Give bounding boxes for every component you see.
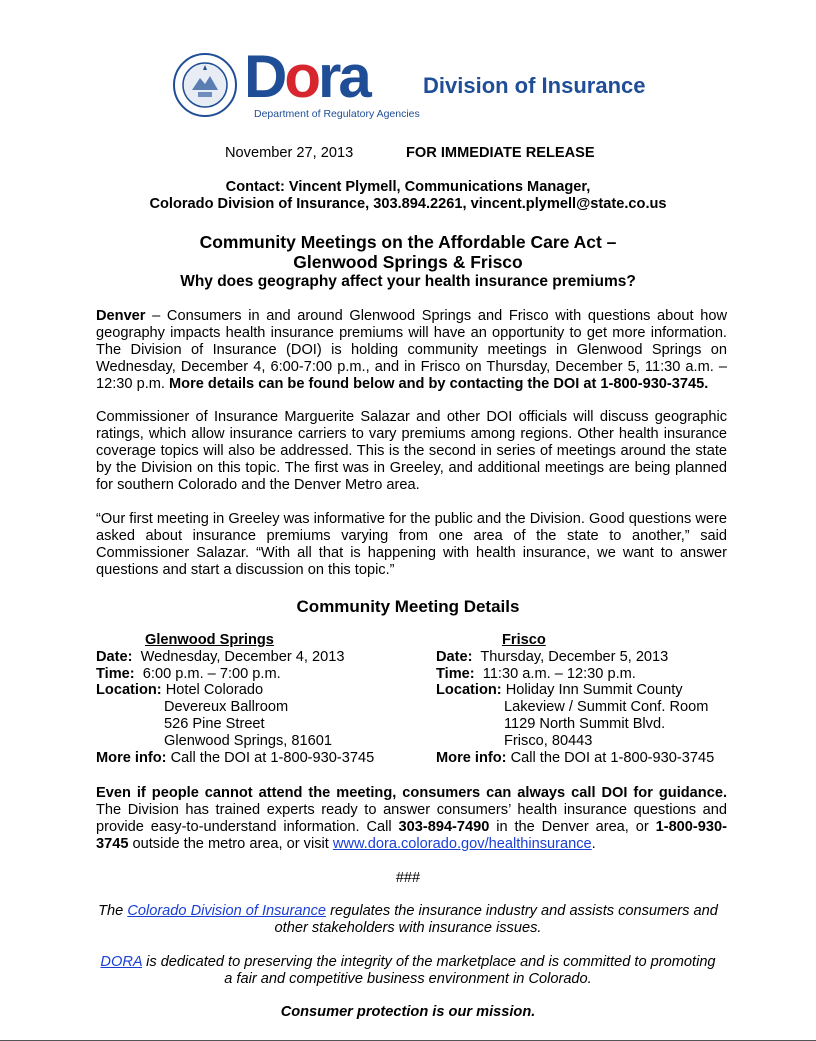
more-info-label: More info: — [436, 749, 507, 766]
frisco-heading: Frisco — [502, 632, 546, 648]
tollfree-phone: 1-800-930-3745 — [96, 819, 727, 852]
glenwood-time: 6:00 p.m. – 7:00 p.m. — [142, 665, 281, 682]
guidance-text-3: outside the metro area, or visit — [128, 836, 333, 852]
frisco-location-2: Lakeview / Summit Conf. Room — [504, 699, 709, 716]
intro-bold-text: More details can be found below and by contacting the DOI at 1-800-930-3745. — [169, 376, 709, 392]
frisco-more-info: Call the DOI at 1-800-930-3745 — [510, 749, 715, 766]
frisco-location-4: Frisco, 80443 — [504, 732, 593, 749]
frisco-time: 11:30 a.m. – 12:30 p.m. — [482, 665, 636, 682]
time-label: Time: — [96, 665, 135, 682]
guidance-text-1: The Division has trained experts ready to answer consumers’ health insurance questions and provide easy-to-understand information. Call — [96, 802, 727, 835]
dora-header — [170, 43, 670, 124]
commissioner-text: Commissioner of Insurance Marguerite Salazar and other DOI officials will discuss geographic ratings, which allow insurance carriers to vary premiums among regions. Other health insurance coverage topics will also be addressed. This is the second in series of meetings around the state by the Division on this topic. The first was in Greeley, and additional meetings are being planned for southern Colorado and the Denver Metro area. — [96, 409, 727, 493]
colorado-doi-link[interactable]: Colorado Division of Insurance — [127, 903, 327, 919]
footer-doi-line-2: other stakeholders with insurance issues. — [274, 920, 542, 936]
footer-text: is dedicated to preserving the integrity of the marketplace and is committed to promoting — [142, 954, 716, 970]
footer-text: regulates the insurance industry and assists consumers and — [326, 903, 718, 919]
frisco-location-1: Holiday Inn Summit County — [505, 682, 683, 699]
quote-text: “Our first meeting in Greeley was informative for the public and the Division. Good questions were asked about insurance premiums varying from one area of the state to another,” said Commissioner Salazar. “With all that is happening with health insurance, we want to answer questions and start a discussion on this topic.” — [96, 511, 727, 578]
dateline-city: Denver — [96, 308, 146, 324]
glenwood-details — [96, 632, 416, 766]
glenwood-location-4: Glenwood Springs, 81601 — [164, 732, 332, 749]
footer-dora-line-1 — [0, 954, 816, 971]
location-label: Location: — [96, 682, 162, 699]
paragraph-intro — [96, 308, 727, 393]
glenwood-more-info: Call the DOI at 1-800-930-3745 — [170, 749, 375, 766]
meeting-details-title: Community Meeting Details — [296, 597, 520, 616]
glenwood-location-1: Hotel Colorado — [165, 682, 264, 699]
date-label: Date: — [96, 648, 133, 665]
headline — [0, 232, 816, 272]
footer-doi-line-1 — [0, 903, 816, 920]
denver-phone: 303-894-7490 — [398, 819, 490, 835]
contact-block — [0, 179, 816, 213]
subheadline: Why does geography affect your health insurance premiums? — [180, 273, 636, 290]
frisco-details — [436, 632, 756, 766]
headline-line-1: Community Meetings on the Affordable Care Act – — [199, 232, 617, 252]
glenwood-location-2: Devereux Ballroom — [164, 699, 289, 716]
headline-line-2: Glenwood Springs & Frisco — [293, 252, 523, 272]
mission-statement: Consumer protection is our mission. — [280, 1004, 536, 1020]
frisco-location-3: 1129 North Summit Blvd. — [504, 715, 666, 732]
glenwood-heading: Glenwood Springs — [145, 632, 274, 648]
intro-text: – Consumers in and around Glenwood Springs and Frisco with questions about how geography impacts health insurance premiums will have an opportunity to get more information. The Division of Insurance (DOI) is holding community meetings in Glenwood Springs on Wednesday, December 4, 6:00-7:00 p.m., and in Frisco on Thursday, December 5, 11:30 a.m. – 12:30 p.m. — [96, 308, 727, 392]
glenwood-location-3: 526 Pine Street — [164, 715, 265, 732]
contact-line-1: Contact: Vincent Plymell, Communications Manager, — [225, 179, 591, 195]
release-date: November 27, 2013 — [225, 145, 354, 161]
footer-text: The — [98, 903, 128, 919]
location-label: Location: — [436, 682, 502, 699]
guidance-text-4: . — [591, 836, 596, 852]
division-name: Division of Insurance — [423, 73, 646, 98]
release-type: FOR IMMEDIATE RELEASE — [406, 145, 595, 161]
date-label: Date: — [436, 648, 473, 665]
dora-link[interactable]: DORA — [100, 954, 143, 970]
more-info-label: More info: — [96, 749, 167, 766]
end-separator: ### — [395, 870, 421, 886]
health-insurance-link[interactable]: www.dora.colorado.gov/healthinsurance — [332, 836, 592, 852]
colorado-state-seal-icon — [172, 52, 238, 118]
dora-logo: Dora — [244, 43, 369, 110]
contact-line-2: Colorado Division of Insurance, 303.894.2261, vincent.plymell@state.co.us — [149, 196, 667, 212]
guidance-bold-lead: Even if people cannot attend the meeting, consumers can always call DOI for guidance. — [96, 785, 727, 801]
department-name: Department of Regulatory Agencies — [254, 108, 420, 120]
paragraph-guidance — [96, 785, 727, 853]
footer-dora-line-2: a fair and competitive business environment in Colorado. — [224, 971, 592, 987]
guidance-text-2: in the Denver area, or — [489, 819, 656, 835]
glenwood-date: Wednesday, December 4, 2013 — [140, 648, 345, 665]
paragraph-quote — [96, 511, 727, 579]
time-label: Time: — [436, 665, 475, 682]
frisco-date: Thursday, December 5, 2013 — [480, 648, 669, 665]
paragraph-commissioner — [96, 409, 727, 494]
